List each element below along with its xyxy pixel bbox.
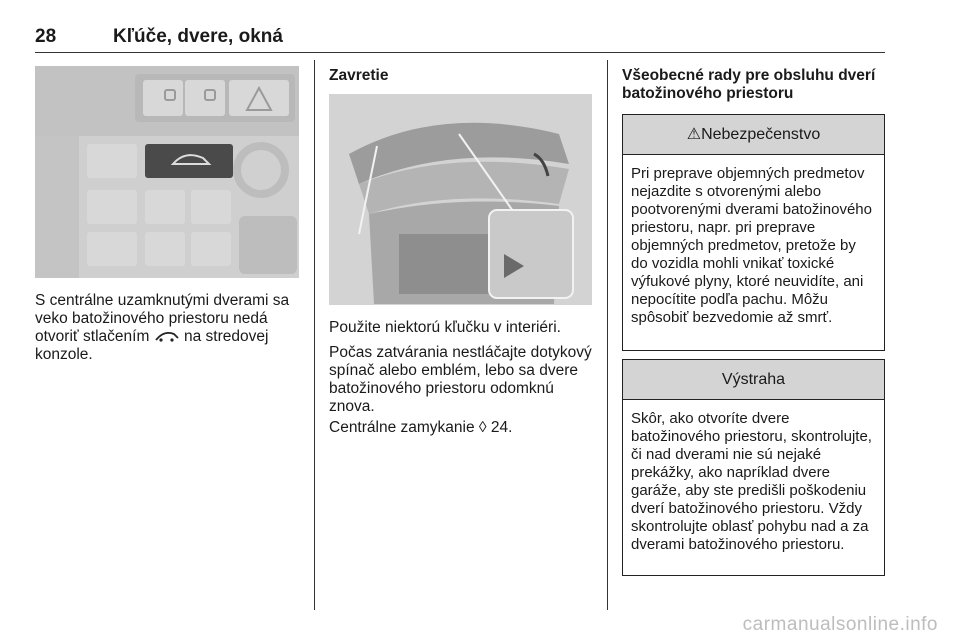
center-console-photo [35, 66, 299, 278]
car-open-tailgate-icon [154, 330, 180, 342]
chapter-title: Kľúče, dvere, okná [113, 26, 283, 47]
danger-box [622, 114, 885, 351]
closing-paragraph: Počas zatvárania nestláčajte dotykový spínač alebo emblém, lebo sa dvere batožinového priestoru odomknú znova. [329, 344, 592, 415]
warning-box-header [623, 360, 884, 400]
danger-title: Nebezpečenstvo [701, 126, 821, 143]
column-divider [607, 60, 608, 610]
central-lock-paragraph [35, 292, 303, 364]
column-divider [314, 60, 315, 610]
warning-title: Výstraha [721, 371, 786, 388]
warning-triangle-icon: ⚠ [686, 126, 702, 143]
reference-text: Centrálne zamykanie [329, 419, 475, 436]
tailgate-closing-photo [329, 94, 592, 305]
watermark: carmanualsonline.info [742, 614, 938, 635]
central-locking-reference [329, 419, 595, 437]
section-heading: Všeobecné rady pre obsluhu dverí batožinového priestoru [622, 67, 876, 102]
warning-box [622, 359, 885, 576]
page-number: 28 [35, 26, 57, 47]
handle-paragraph: Použite niektorú kľučku v interiéri. [329, 319, 561, 336]
page-reference-icon: ◊ [478, 419, 487, 436]
page-header [35, 26, 885, 53]
tailgate-button [145, 144, 233, 178]
warning-text: Skôr, ako otvoríte dvere batožinového priestoru, skontrolujte, či nad dverami nie sú nejaké prekážky, ako napríklad dvere garáže, aby ste predišli poškodeniu dverí batožinového priestoru. Vždy skontrolujte oblasť pohybu nad a za dverami batožinového priestoru. [631, 410, 872, 553]
page-reference-number[interactable]: 24. [490, 419, 513, 436]
paragraph-text: S centrálne uzamknutými dverami sa veko batožinového priestoru nedá otvoriť stlačením [35, 292, 290, 345]
tailgate-illustration [329, 94, 592, 305]
danger-text: Pri preprave objemných predmetov nejazdite s otvorenými alebo pootvorenými dverami batožinového priestoru, napr. pri preprave objemných predmetov, pretože by do vozidla mohli vnikať toxické výfukové plyny, ktoré neuvidíte, ani nepocítite podľa pachu. Môžu spôsobiť bezvedomie až smrť. [631, 165, 872, 326]
center-console-illustration [35, 66, 299, 278]
section-heading: Zavretie [329, 67, 389, 84]
danger-box-header [623, 115, 884, 155]
paragraph-text: na stredovej konzole. [35, 328, 269, 363]
